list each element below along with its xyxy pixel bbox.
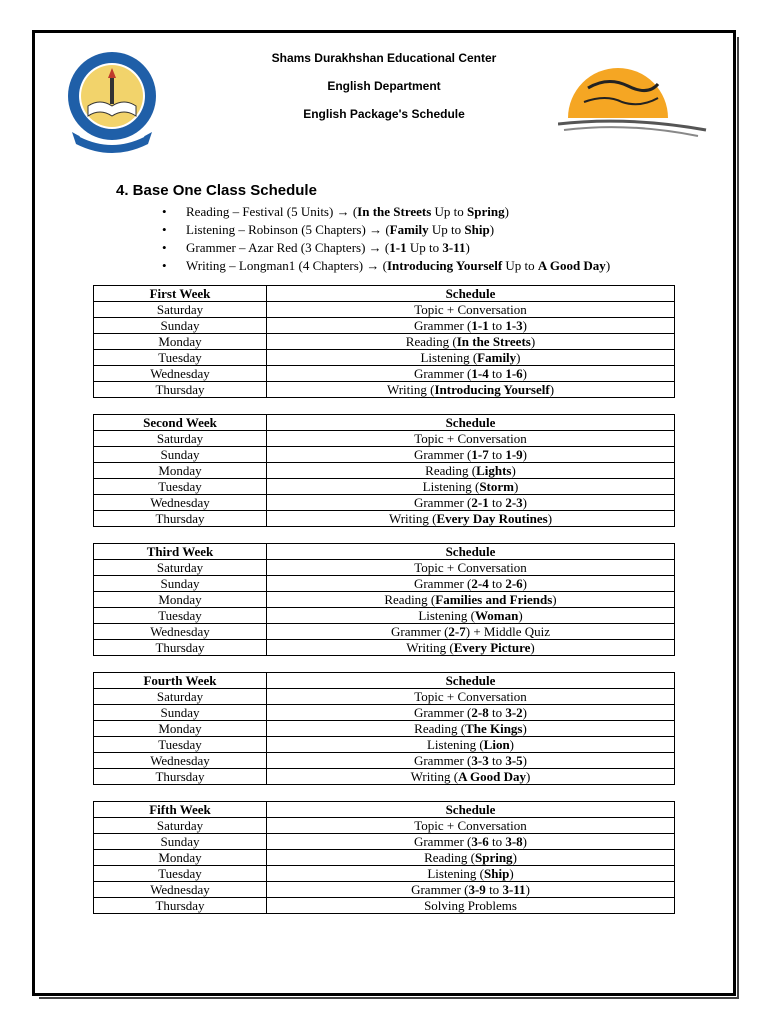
- activity-highlight: 2-6: [505, 576, 523, 591]
- activity-text: Topic + Conversation: [414, 560, 527, 575]
- activity-cell: [267, 640, 675, 656]
- section-title: 4. Base One Class Schedule: [116, 182, 317, 199]
- table-row: [94, 495, 675, 511]
- activity-cell: [267, 737, 675, 753]
- activity-text: Reading (: [425, 463, 477, 478]
- table-row: [94, 350, 675, 366]
- table-row: [94, 818, 675, 834]
- activity-highlight: Lights: [476, 463, 512, 478]
- day-cell: Thursday: [94, 640, 267, 656]
- day-cell: Tuesday: [94, 866, 267, 882]
- activity-text: ): [530, 640, 535, 655]
- table-header-row: [94, 673, 675, 689]
- activity-text: Listening (: [422, 479, 480, 494]
- schedule-table-week-1: [93, 285, 675, 398]
- day-cell: Saturday: [94, 302, 267, 318]
- day-cell: Monday: [94, 721, 267, 737]
- activity-text: Solving Problems: [424, 898, 517, 913]
- activity-text: to: [488, 318, 506, 333]
- activity-cell: [267, 463, 675, 479]
- activity-highlight: 1-6: [505, 366, 523, 381]
- activity-highlight: Introducing Yourself: [434, 382, 550, 397]
- activity-cell: [267, 608, 675, 624]
- bullet-item-writing: • Writing – Longman1 (4 Chapters) → (Introducing Yourself Up to A Good Day): [162, 257, 610, 275]
- activity-highlight: 2-4: [471, 576, 489, 591]
- activity-text: Writing (: [410, 769, 459, 784]
- activity-text: ): [514, 479, 519, 494]
- table-row: [94, 866, 675, 882]
- week-title: Fifth Week: [94, 802, 267, 818]
- day-cell: Monday: [94, 463, 267, 479]
- table-row: [94, 318, 675, 334]
- activity-text: ): [516, 350, 521, 365]
- activity-text: Grammer (: [413, 318, 472, 333]
- schedule-table-week-2: [93, 414, 675, 527]
- table-row: [94, 753, 675, 769]
- activity-text: ): [522, 366, 528, 381]
- day-cell: Sunday: [94, 834, 267, 850]
- activity-text: to: [488, 447, 506, 462]
- table-row: [94, 834, 675, 850]
- activity-cell: [267, 866, 675, 882]
- header-center-name: Shams Durakhshan Educational Center: [271, 51, 497, 65]
- activity-cell: [267, 431, 675, 447]
- activity-text: Listening (: [420, 350, 478, 365]
- schedule-header: Schedule: [267, 673, 675, 689]
- activity-text: ): [552, 592, 557, 607]
- bullet-item-grammer: • Grammer – Azar Red (3 Chapters) → (1-1 Up to 3-11): [162, 239, 610, 257]
- activity-highlight: The Kings: [465, 721, 523, 736]
- day-cell: Saturday: [94, 818, 267, 834]
- table-row: [94, 882, 675, 898]
- ministry-emblem-logo: [62, 44, 162, 159]
- activity-text: Listening (: [418, 608, 475, 623]
- activity-cell: [267, 366, 675, 382]
- activity-cell: [267, 834, 675, 850]
- activity-cell: [267, 753, 675, 769]
- activity-text: ): [549, 382, 555, 397]
- activity-highlight: Every Picture: [453, 640, 531, 655]
- table-row: [94, 737, 675, 753]
- day-cell: Monday: [94, 850, 267, 866]
- day-cell: Thursday: [94, 769, 267, 785]
- table-row: [94, 511, 675, 527]
- schedule-header: Schedule: [267, 286, 675, 302]
- schedule-table-week-4: [93, 672, 675, 785]
- activity-text: Grammer (: [413, 576, 472, 591]
- activity-text: ): [512, 850, 517, 865]
- day-cell: Saturday: [94, 431, 267, 447]
- activity-cell: [267, 769, 675, 785]
- table-row: [94, 898, 675, 914]
- activity-text: ): [525, 882, 530, 897]
- table-row: [94, 447, 675, 463]
- activity-highlight: 3-2: [505, 705, 523, 720]
- activity-text: ): [522, 576, 528, 591]
- table-header-row: [94, 286, 675, 302]
- table-row: [94, 382, 675, 398]
- schedule-table-week-5: [93, 801, 675, 914]
- activity-text: to: [488, 366, 506, 381]
- activity-cell: [267, 592, 675, 608]
- activity-highlight: 1-4: [471, 366, 489, 381]
- activity-cell: [267, 624, 675, 640]
- activity-text: ): [522, 753, 528, 768]
- day-cell: Wednesday: [94, 624, 267, 640]
- activity-highlight: 3-9: [468, 882, 486, 897]
- table-row: [94, 431, 675, 447]
- activity-cell: [267, 560, 675, 576]
- table-row: [94, 334, 675, 350]
- table-row: [94, 463, 675, 479]
- activity-text: Topic + Conversation: [414, 431, 527, 446]
- activity-text: Grammer (: [413, 834, 472, 849]
- activity-cell: [267, 705, 675, 721]
- activity-cell: [267, 850, 675, 866]
- activity-text: to: [488, 753, 506, 768]
- activity-text: Topic + Conversation: [414, 689, 527, 704]
- activity-text: ): [522, 721, 527, 736]
- activity-text: Reading (: [424, 850, 475, 865]
- activity-cell: [267, 302, 675, 318]
- activity-highlight: Storm: [479, 479, 514, 494]
- table-row: [94, 624, 675, 640]
- activity-highlight: Families and Friends: [435, 592, 553, 607]
- activity-highlight: In the Streets: [456, 334, 531, 349]
- day-cell: Wednesday: [94, 882, 267, 898]
- activity-text: ): [509, 737, 515, 752]
- activity-text: Writing (: [406, 640, 454, 655]
- week-title: Second Week: [94, 415, 267, 431]
- activity-text: Grammer (: [413, 447, 472, 462]
- header-department: English Department: [327, 79, 441, 93]
- shams-center-sun-logo: [558, 58, 708, 158]
- activity-text: ): [522, 447, 528, 462]
- activity-text: Grammer (: [411, 882, 469, 897]
- activity-text: Reading (: [405, 334, 457, 349]
- activity-cell: [267, 447, 675, 463]
- activity-highlight: 2-7: [448, 624, 466, 639]
- day-cell: Wednesday: [94, 753, 267, 769]
- table-row: [94, 576, 675, 592]
- table-header-row: [94, 802, 675, 818]
- activity-highlight: 3-11: [502, 882, 526, 897]
- day-cell: Sunday: [94, 705, 267, 721]
- table-row: [94, 721, 675, 737]
- activity-text: Writing (: [388, 511, 437, 526]
- activity-cell: [267, 721, 675, 737]
- table-row: [94, 560, 675, 576]
- activity-text: Listening (: [426, 737, 484, 752]
- activity-text: ): [530, 334, 536, 349]
- activity-highlight: 3-8: [505, 834, 523, 849]
- activity-text: ): [509, 866, 514, 881]
- activity-highlight: 3-3: [471, 753, 489, 768]
- activity-text: ) + Middle Quiz: [465, 624, 550, 639]
- table-row: [94, 850, 675, 866]
- activity-text: Grammer (: [391, 624, 449, 639]
- activity-text: Grammer (: [413, 495, 472, 510]
- table-row: [94, 479, 675, 495]
- course-book-list: [162, 203, 610, 275]
- activity-highlight: 2-8: [471, 705, 489, 720]
- activity-highlight: Lion: [483, 737, 510, 752]
- schedule-header: Schedule: [267, 802, 675, 818]
- activity-text: to: [488, 834, 506, 849]
- activity-highlight: 3-6: [471, 834, 489, 849]
- day-cell: Sunday: [94, 318, 267, 334]
- header-schedule-title: English Package's Schedule: [303, 107, 465, 121]
- activity-text: to: [488, 576, 506, 591]
- activity-highlight: A Good Day: [458, 769, 527, 784]
- day-cell: Thursday: [94, 511, 267, 527]
- activity-cell: [267, 495, 675, 511]
- table-row: [94, 640, 675, 656]
- table-header-row: [94, 415, 675, 431]
- activity-highlight: 2-1: [471, 495, 489, 510]
- day-cell: Monday: [94, 334, 267, 350]
- activity-text: Topic + Conversation: [414, 818, 527, 833]
- activity-highlight: 1-9: [505, 447, 523, 462]
- activity-text: Grammer (: [413, 705, 472, 720]
- activity-highlight: 1-3: [505, 318, 523, 333]
- day-cell: Sunday: [94, 576, 267, 592]
- bullet-item-reading: • Reading – Festival (5 Units) → (In the Streets Up to Spring): [162, 203, 610, 221]
- activity-text: to: [488, 705, 506, 720]
- bullet-item-listening: • Listening – Robinson (5 Chapters) → (Family Up to Ship): [162, 221, 610, 239]
- activity-text: ): [522, 495, 528, 510]
- week-title: First Week: [94, 286, 267, 302]
- activity-cell: [267, 318, 675, 334]
- activity-text: Grammer (: [413, 366, 472, 381]
- activity-cell: [267, 898, 675, 914]
- activity-text: ): [522, 318, 528, 333]
- schedule-table-week-3: [93, 543, 675, 656]
- table-row: [94, 769, 675, 785]
- activity-text: to: [488, 495, 506, 510]
- activity-text: ): [518, 608, 523, 623]
- activity-highlight: Every Day Routines: [436, 511, 548, 526]
- day-cell: Saturday: [94, 689, 267, 705]
- table-row: [94, 705, 675, 721]
- activity-highlight: Ship: [484, 866, 510, 881]
- activity-highlight: 2-3: [505, 495, 523, 510]
- day-cell: Wednesday: [94, 495, 267, 511]
- table-row: [94, 689, 675, 705]
- day-cell: Thursday: [94, 898, 267, 914]
- activity-highlight: Woman: [475, 608, 519, 623]
- activity-text: Listening (: [427, 866, 485, 881]
- day-cell: Tuesday: [94, 608, 267, 624]
- activity-text: ): [522, 834, 528, 849]
- activity-text: to: [485, 882, 503, 897]
- activity-cell: [267, 689, 675, 705]
- activity-text: ): [547, 511, 553, 526]
- table-row: [94, 302, 675, 318]
- activity-highlight: 1-7: [471, 447, 489, 462]
- activity-text: ): [511, 463, 516, 478]
- activity-cell: [267, 479, 675, 495]
- day-cell: Thursday: [94, 382, 267, 398]
- activity-text: ): [526, 769, 531, 784]
- activity-text: Topic + Conversation: [414, 302, 527, 317]
- activity-text: Reading (: [384, 592, 436, 607]
- activity-highlight: Spring: [474, 850, 513, 865]
- day-cell: Tuesday: [94, 350, 267, 366]
- document-header: [250, 44, 518, 128]
- week-title: Fourth Week: [94, 673, 267, 689]
- table-row: [94, 592, 675, 608]
- schedule-header: Schedule: [267, 544, 675, 560]
- activity-cell: [267, 511, 675, 527]
- activity-cell: [267, 576, 675, 592]
- day-cell: Tuesday: [94, 479, 267, 495]
- day-cell: Sunday: [94, 447, 267, 463]
- activity-text: ): [522, 705, 528, 720]
- activity-cell: [267, 818, 675, 834]
- activity-cell: [267, 382, 675, 398]
- day-cell: Wednesday: [94, 366, 267, 382]
- day-cell: Monday: [94, 592, 267, 608]
- schedule-header: Schedule: [267, 415, 675, 431]
- activity-highlight: 3-5: [505, 753, 523, 768]
- activity-cell: [267, 350, 675, 366]
- table-header-row: [94, 544, 675, 560]
- day-cell: Saturday: [94, 560, 267, 576]
- table-row: [94, 366, 675, 382]
- activity-cell: [267, 334, 675, 350]
- activity-text: Reading (: [414, 721, 466, 736]
- week-title: Third Week: [94, 544, 267, 560]
- activity-cell: [267, 882, 675, 898]
- day-cell: Tuesday: [94, 737, 267, 753]
- activity-text: Writing (: [386, 382, 435, 397]
- activity-highlight: 1-1: [471, 318, 489, 333]
- activity-highlight: Family: [477, 350, 517, 365]
- activity-text: Grammer (: [413, 753, 472, 768]
- table-row: [94, 608, 675, 624]
